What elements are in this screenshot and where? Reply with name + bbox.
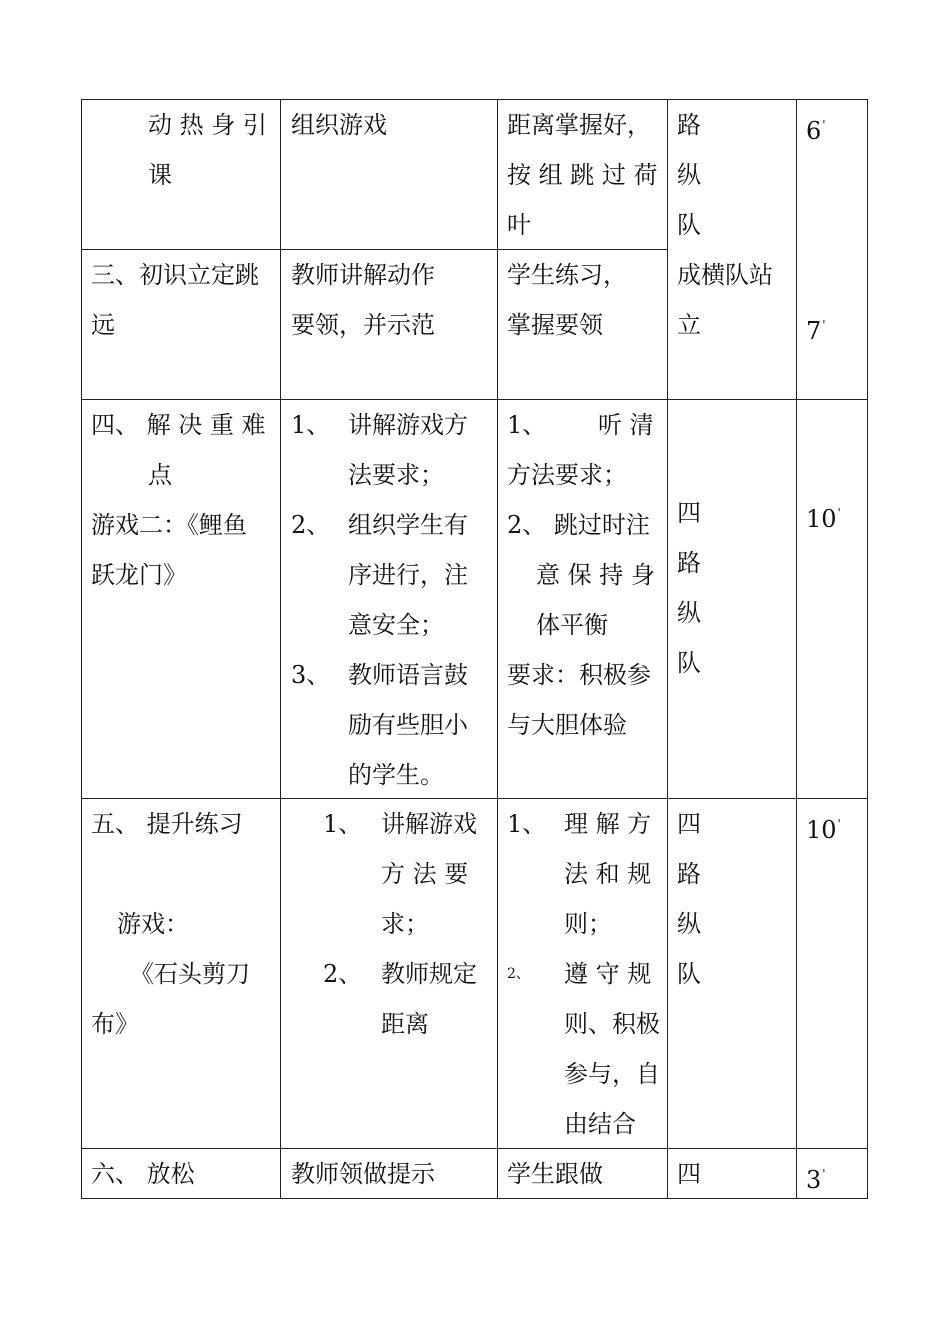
minute-mark: ' (822, 1167, 826, 1181)
time-value: 7' (806, 317, 826, 345)
teacher-text: 序进行，注 (348, 561, 468, 589)
stage-text: 点 (148, 461, 172, 489)
student-text: 方法要求； (507, 461, 627, 489)
formation-text: 路 (677, 549, 701, 577)
stage-text: 动 热 身 引 (148, 111, 267, 139)
minute-mark: ' (822, 318, 826, 332)
formation-text: 立 (677, 311, 701, 339)
formation-text: 纵 (677, 910, 701, 938)
table-border-left (81, 99, 82, 1199)
stage-text: 跃龙门》 (91, 561, 187, 589)
time-value: 10' (806, 505, 841, 533)
teacher-text: 组织游戏 (291, 111, 387, 139)
stage-text: 游戏： (117, 910, 189, 938)
student-text: 则； (564, 910, 612, 938)
formation-text: 四 (677, 499, 701, 527)
student-item-number: 2、 (507, 966, 530, 982)
formation-text: 队 (677, 211, 701, 239)
formation-text: 队 (677, 649, 701, 677)
time-value: 10' (806, 816, 841, 844)
teacher-text: 教师语言鼓 (348, 661, 468, 689)
teacher-text: 励有些胆小 (348, 711, 468, 739)
student-text: 学生练习， (507, 261, 627, 289)
teacher-item-number: 3、 (291, 661, 331, 689)
teacher-text: 距离 (381, 1010, 429, 1038)
student-text: 则、积极 (564, 1010, 660, 1038)
student-text: 遵 守 规 (564, 960, 652, 988)
student-text: 参与，自 (564, 1060, 660, 1088)
stage-text: 五、 提升练习 (91, 810, 243, 838)
stage-text: 游戏二：《鲤鱼 (91, 511, 247, 539)
student-text: 理 解 方 (564, 810, 652, 838)
student-text: 学生跟做 (507, 1160, 603, 1188)
student-requirement: 与大胆体验 (507, 711, 627, 739)
table-border-right (867, 99, 868, 1199)
teacher-text: 的学生。 (348, 761, 444, 789)
teacher-text: 教师领做提示 (291, 1160, 435, 1188)
student-text: 由结合 (564, 1110, 636, 1138)
table-border-bottom (81, 1198, 868, 1199)
time-value: 6' (806, 117, 826, 145)
student-text: 距离掌握好， (507, 111, 651, 139)
formation-text: 纵 (677, 161, 701, 189)
student-text: 叶 (507, 211, 531, 239)
formation-text: 四 (677, 1160, 701, 1188)
teacher-item-number: 2、 (323, 960, 363, 988)
column-divider (796, 99, 797, 1199)
stage-text: 四、 解 决 重 难 (91, 411, 266, 439)
student-requirement: 要求：积极参 (507, 661, 651, 689)
teacher-item-number: 2、 (291, 511, 331, 539)
minute-mark: ' (822, 118, 826, 132)
stage-text: 六、 放松 (91, 1160, 195, 1188)
teacher-text: 组织学生有 (348, 511, 468, 539)
student-text: 按 组 跳 过 荷 (507, 161, 658, 189)
column-divider (667, 99, 668, 1199)
time-value: 3' (806, 1166, 826, 1194)
formation-text: 四 (677, 810, 701, 838)
stage-text: 课 (148, 161, 172, 189)
formation-text: 路 (677, 111, 701, 139)
student-text: 法 和 规 (564, 860, 652, 888)
row-divider (81, 1148, 868, 1149)
stage-text: 布》 (91, 1010, 139, 1038)
student-text: 掌握要领 (507, 311, 603, 339)
teacher-text: 讲解游戏 (381, 810, 477, 838)
formation-text: 纵 (677, 599, 701, 627)
minute-mark: ' (837, 506, 841, 520)
minute-mark: ' (837, 817, 841, 831)
teacher-text: 方 法 要 (381, 860, 469, 888)
stage-text: 《石头剪刀 (130, 960, 250, 988)
student-text: 2、 跳过时注 (507, 511, 650, 539)
teacher-text: 教师规定 (381, 960, 477, 988)
formation-text: 队 (677, 960, 701, 988)
student-item-number: 1、 (507, 810, 547, 838)
teacher-item-number: 1、 (291, 411, 331, 439)
student-item-number: 1、 (507, 411, 547, 439)
teacher-text: 讲解游戏方 (348, 411, 468, 439)
student-text: 意 保 持 身 (536, 561, 655, 589)
teacher-text: 教师讲解动作 (291, 261, 435, 289)
teacher-text: 法要求； (348, 461, 444, 489)
column-divider (280, 99, 281, 1199)
teacher-text: 求； (381, 910, 429, 938)
teacher-text: 要领，并示范 (291, 311, 435, 339)
formation-text: 成横队站 (677, 261, 773, 289)
student-text: 听 清 (598, 411, 654, 439)
student-text: 体平衡 (536, 611, 608, 639)
column-divider (497, 99, 498, 1199)
stage-text: 三、初识立定跳 (91, 261, 259, 289)
stage-text: 远 (91, 311, 115, 339)
teacher-item-number: 1、 (323, 810, 363, 838)
teacher-text: 意安全； (348, 611, 444, 639)
formation-text: 路 (677, 860, 701, 888)
